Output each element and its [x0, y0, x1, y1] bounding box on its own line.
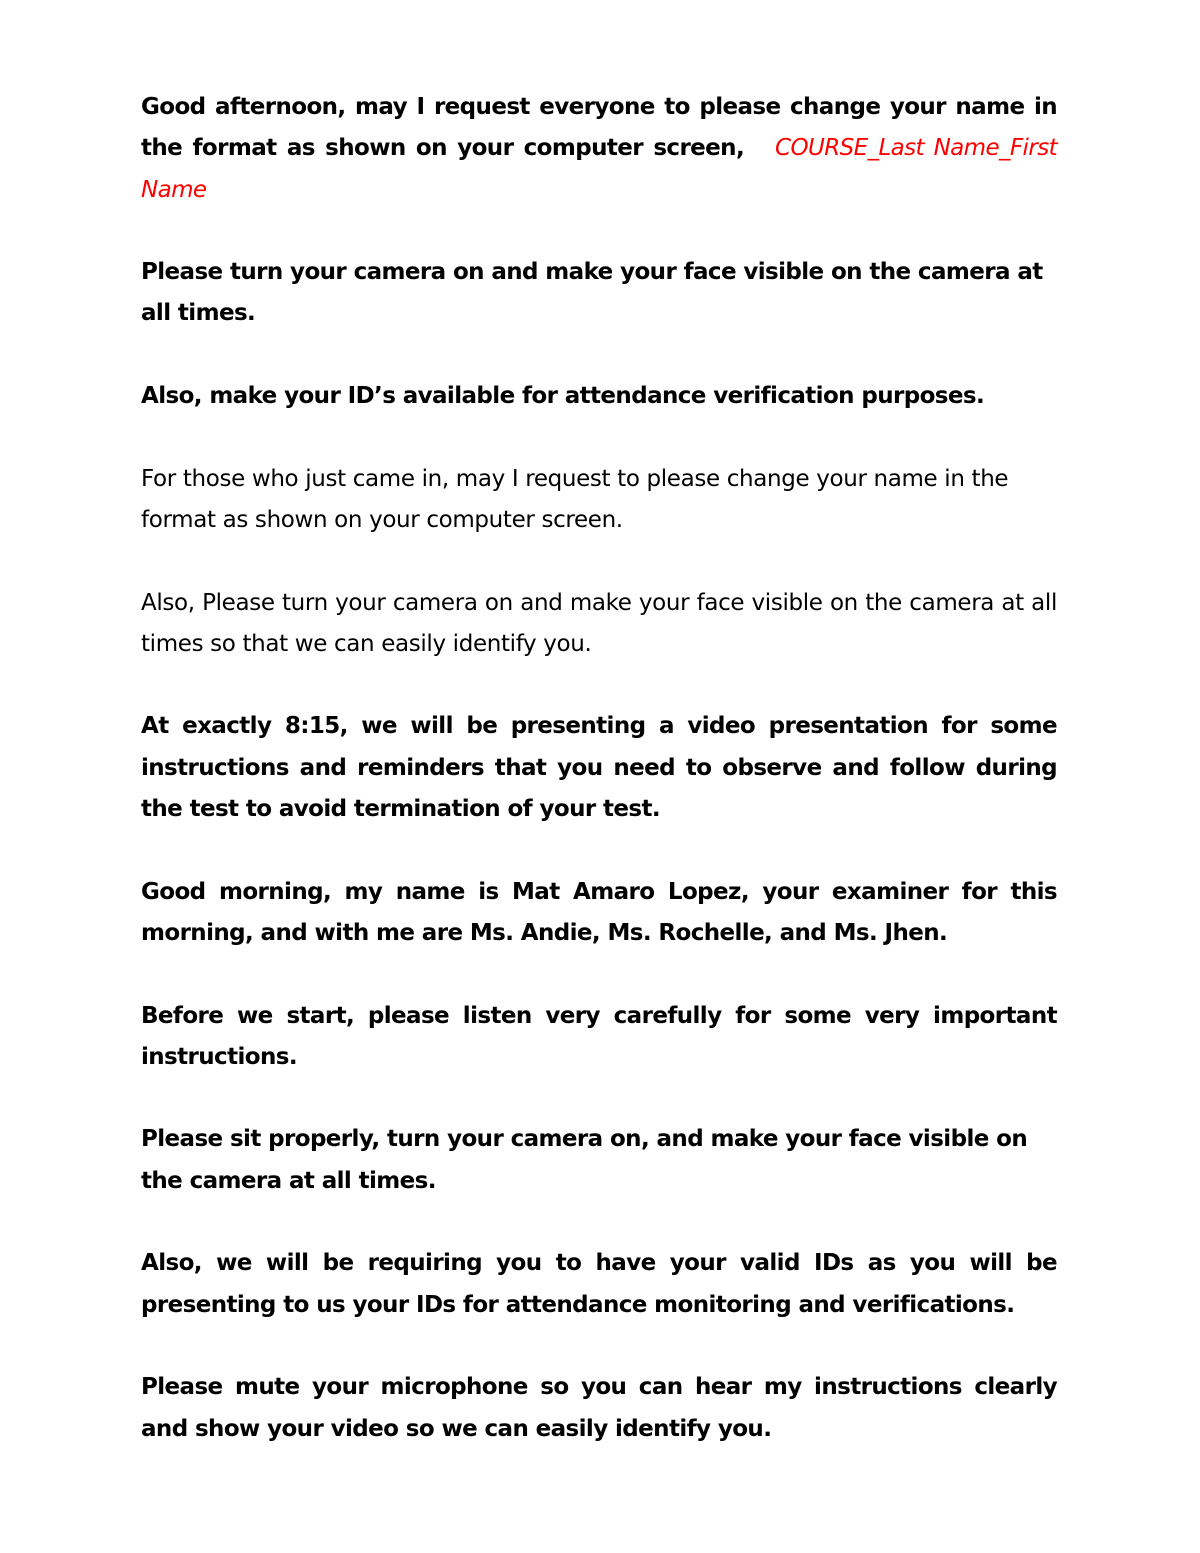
paragraph-late-arrivals: For those who just came in, may I request to please change your name in the format as shown on your computer screen.: [141, 465, 1009, 533]
paragraph-camera-identify: Also, Please turn your camera on and make your face visible on the camera at all times so that we can easily identify you.: [141, 589, 1057, 657]
paragraph-mute-microphone: Please mute your microphone so you can hear my instructions clearly and show your video so we can easily identify you.: [141, 1374, 1057, 1442]
paragraph-examiner-intro: Good morning, my name is Mat Amaro Lopez, your examiner for this morning, and with me are Ms. Andie, Ms. Rochelle, and Ms. Jhen.: [141, 878, 1057, 946]
paragraph-text: Good afternoon, may I request everyone to please change your name in the format as shown on your computer screen,: [141, 94, 1057, 162]
paragraph-greeting-name-format: [141, 87, 1057, 211]
paragraph-sit-properly: Please sit properly, turn your camera on, and make your face visible on the camera at all times.: [141, 1126, 1028, 1194]
name-format-highlight: COURSE_Last Name_First Name: [141, 135, 1057, 203]
paragraph-id-available: Also, make your ID’s available for attendance verification purposes.: [141, 383, 985, 410]
paragraph-video-presentation: At exactly 8:15, we will be presenting a video presentation for some instructions and reminders that you need to observe and follow during the test to avoid termination of your test.: [141, 713, 1057, 823]
paragraph-listen-carefully: Before we start, please listen very carefully for some very important instructions.: [141, 1002, 1057, 1070]
document-body: [141, 87, 1057, 1491]
paragraph-camera-on: Please turn your camera on and make your face visible on the camera at all times.: [141, 259, 1043, 327]
paragraph-valid-ids: Also, we will be requiring you to have your valid IDs as you will be presenting to us your IDs for attendance monitoring and verifications.: [141, 1250, 1057, 1318]
